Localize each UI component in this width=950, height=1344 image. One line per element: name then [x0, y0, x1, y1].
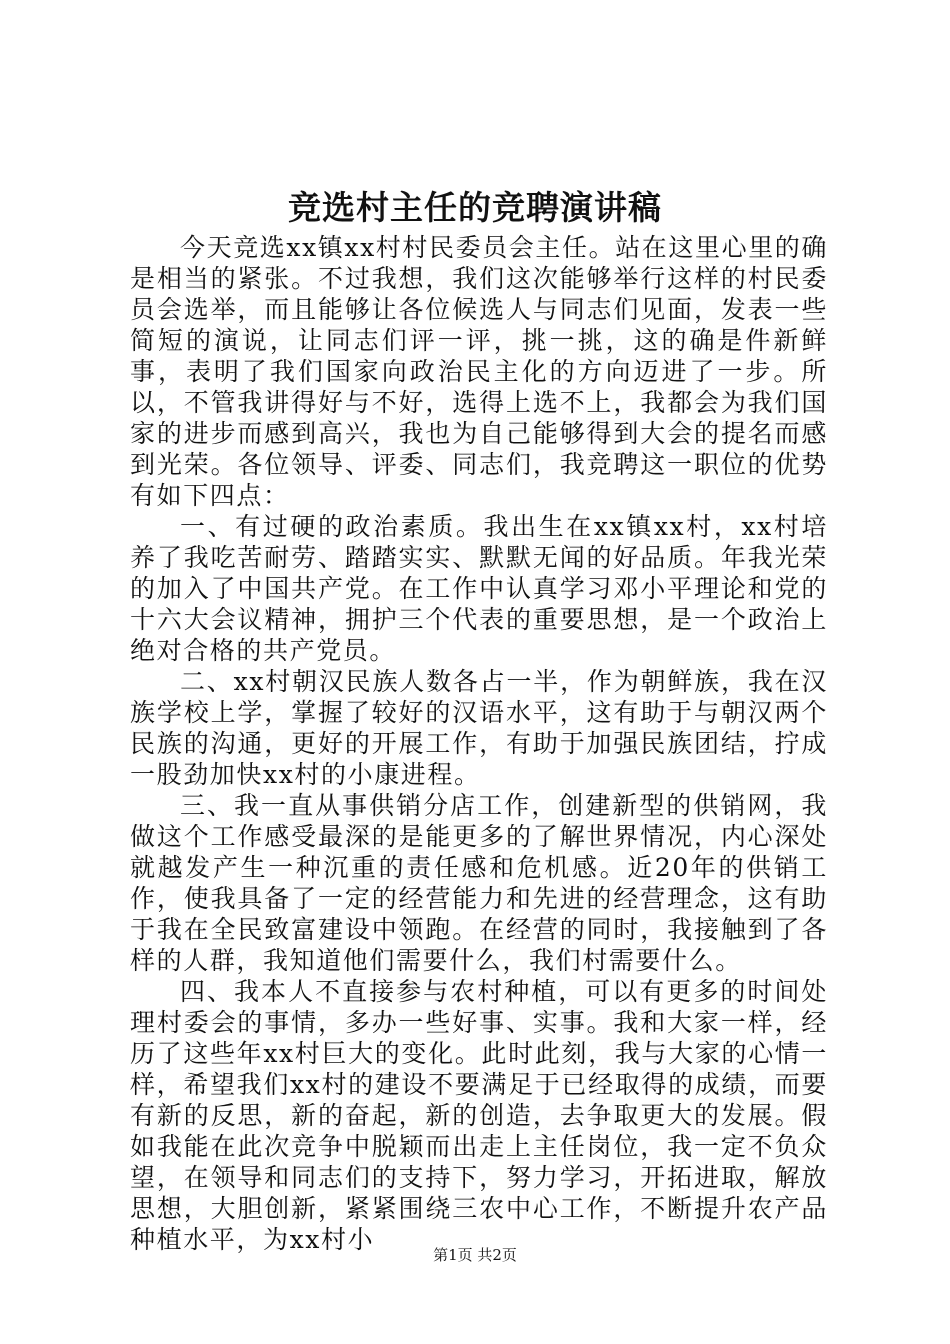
paragraph-intro: 今天竞选xx镇xx村村民委员会主任。站在这里心里的确是相当的紧张。不过我想，我们这次能够举行这样的村民委员会选举，而且能够让各位候选人与同志们见面，发表一些简短的演说，让同志们评一评，挑一挑，这的确是件新鲜事，表明了我们国家向政治民主化的方向迈进了一步。所以，不管我讲得好与不好，选得上选不上，我都会为我们国家的进步而感到高兴，我也为自己能够得到大会的提名而感到光荣。各位领导、评委、同志们，我竞聘这一职位的优势有如下四点：	[130, 233, 828, 510]
paragraph-point-2: 二、xx村朝汉民族人数各占一半，作为朝鲜族，我在汉族学校上学，掌握了较好的汉语水平，这有助于与朝汉两个民族的沟通，更好的开展工作，有助于加强民族团结，拧成一股劲加快xx村的小康进程。	[130, 667, 828, 789]
paragraph-point-1: 一、有过硬的政治素质。我出生在xx镇xx村，xx村培养了我吃苦耐劳、踏踏实实、默默无闻的好品质。年我光荣的加入了中国共产党。在工作中认真学习邓小平理论和党的十六大会议精神，拥护三个代表的重要思想，是一个政治上绝对合格的共产党员。	[130, 512, 828, 665]
paragraph-point-3: 三、我一直从事供销分店工作，创建新型的供销网，我做这个工作感受最深的是能更多的了解世界情况，内心深处就越发产生一种沉重的责任感和危机感。近20年的供销工作，使我具备了一定的经营能力和先进的经营理念，这有助于我在全民致富建设中领跑。在经营的同时，我接触到了各样的人群，我知道他们需要什么，我们村需要什么。	[130, 791, 828, 975]
paragraph-point-4: 四、我本人不直接参与农村种植，可以有更多的时间处理村委会的事情，多办一些好事、实事。我和大家一样，经历了这些年xx村巨大的变化。此时此刻，我与大家的心情一样，希望我们xx村的建设不要满足于已经取得的成绩，而要有新的反思，新的奋起，新的创造，去争取更大的发展。假如我能在此次竞争中脱颖而出走上主任岗位，我一定不负众望，在领导和同志们的支持下，努力学习，开拓进取，解放思想，大胆创新，紧紧围绕三农中心工作，不断提升农产品种植水平，为xx村小	[130, 977, 828, 1254]
page-number-footer: 第1页 共2页	[433, 1246, 517, 1264]
document-title: 竞选村主任的竞聘演讲稿	[288, 188, 662, 227]
document-body	[130, 232, 828, 1255]
